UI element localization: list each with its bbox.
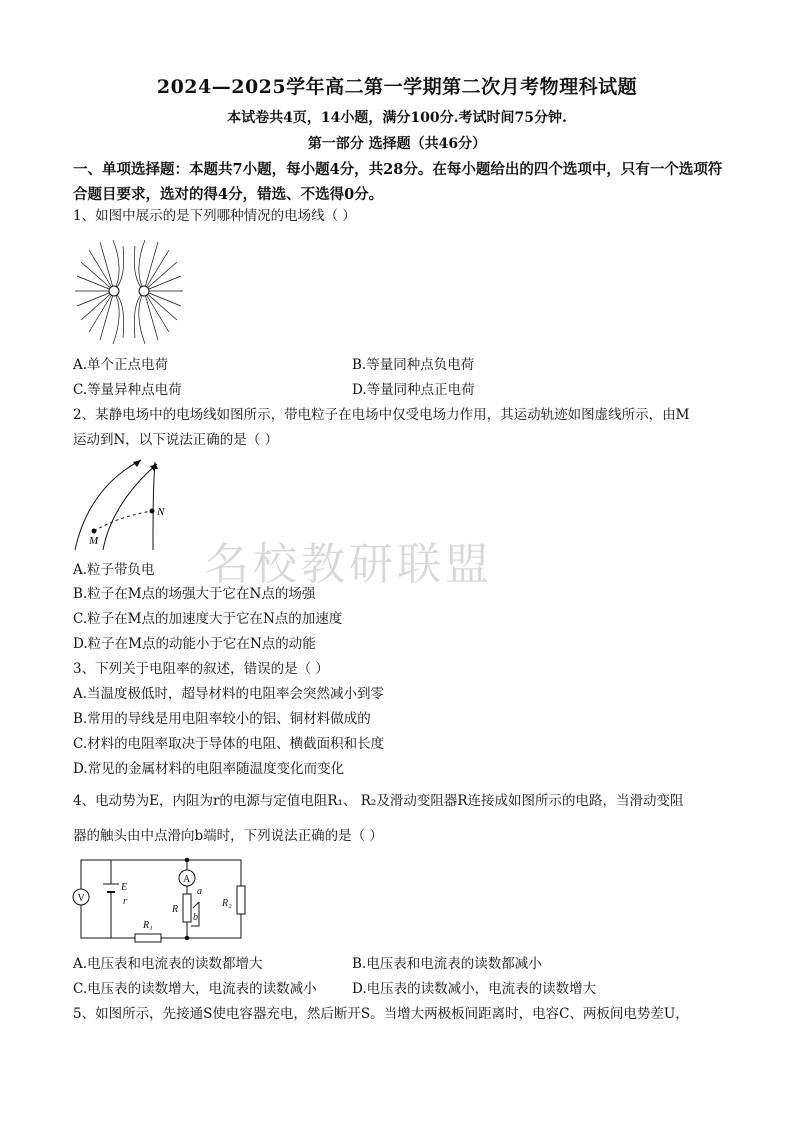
question-2-stem-line2: 运动到N，以下说法正确的是（ ） (73, 432, 279, 448)
q4-option-b: B.电压表和电流表的读数都减小 (352, 956, 542, 972)
q3-option-a: A.当温度极低时，超导材料的电阻率会突然减小到零 (73, 686, 385, 702)
q1-option-a: A.单个正点电荷 (73, 357, 169, 373)
q1-field-lines-figure (73, 238, 185, 348)
q4-emf-label: E (121, 882, 128, 893)
q1-option-b: B.等量同种点负电荷 (352, 357, 475, 373)
q4-r2-label: R₂ (222, 898, 232, 909)
question-3-stem: 3、下列关于电阻率的叙述，错误的是（ ） (73, 661, 329, 677)
question-4-stem-line1: 4、电动势为E，内阻为r的电源与定值电阻R₁、 R₂及滑动变阻器R连接成如图所示的电路，当滑动变阻 (73, 793, 684, 809)
q3-option-c: C.材料的电阻率取决于导体的电阻、横截面积和长度 (73, 736, 385, 752)
q4-terminal-b-label: b (193, 912, 198, 923)
q4-option-a: A.电压表和电流表的读数都增大 (73, 956, 263, 972)
question-2-stem-line1: 2、某静电场中的电场线如图所示，带电粒子在电场中仅受电场力作用，其运动轨迹如图虚线所示，由M (73, 407, 690, 423)
q4-internal-r-label: r (123, 896, 127, 907)
q2-option-d: D.粒子在M点的动能小于它在N点的动能 (73, 636, 316, 652)
q1-option-c: C.等量异种点电荷 (73, 382, 182, 398)
q2-option-b: B.粒子在M点的场强大于它在N点的场强 (73, 586, 316, 602)
exam-subtitle: 本试卷共4页，14小题，满分100分.考试时间75分钟. (227, 110, 567, 126)
q2-label-n: N (157, 506, 165, 518)
q4-ammeter-label: A (183, 874, 191, 885)
q2-trajectory-figure (73, 458, 173, 553)
watermark: 名校教研联盟 (205, 539, 493, 590)
q2-label-m: M (89, 535, 99, 547)
q4-circuit-figure (73, 856, 253, 942)
q4-r1-label: R₁ (143, 920, 153, 931)
q4-option-d: D.电压表的读数减小，电流表的读数增大 (352, 981, 597, 997)
q4-terminal-a-label: a (197, 886, 202, 897)
q1-option-d: D.等量同种点正电荷 (352, 382, 475, 398)
q4-option-c: C.电压表的读数增大，电流表的读数减小 (73, 981, 317, 997)
exam-title: 2024—2025学年高二第一学期第二次月考物理科试题 (156, 76, 638, 98)
question-4-stem-line2: 器的触头由中点滑向b端时，下列说法正确的是（ ） (73, 828, 383, 844)
question-5-stem: 5、如图所示，先接通S使电容器充电，然后断开S。当增大两极板间距离时，电容C、两板间电势差U， (73, 1006, 689, 1022)
q3-option-d: D.常见的金属材料的电阻率随温度变化而变化 (73, 761, 345, 777)
q4-rheostat-label: R (172, 904, 179, 915)
q3-option-b: B.常用的导线是用电阻率较小的铝、铜材料做成的 (73, 711, 371, 727)
question-1-stem: 1、如图中展示的是下列哪种情况的电场线（ ） (73, 208, 356, 224)
section-heading: 一、单项选择题：本题共7小题，每小题4分，共28分。在每小题给出的四个选项中，只有一个选项符合题目要求，选对的得4分，错选、不选得0分。 (73, 161, 723, 203)
q4-voltmeter-label: V (77, 893, 85, 904)
part-heading: 第一部分 选择题（共46分） (307, 136, 487, 152)
q2-option-c: C.粒子在M点的加速度大于它在N点的加速度 (73, 611, 343, 627)
q2-option-a: A.粒子带负电 (73, 562, 155, 578)
